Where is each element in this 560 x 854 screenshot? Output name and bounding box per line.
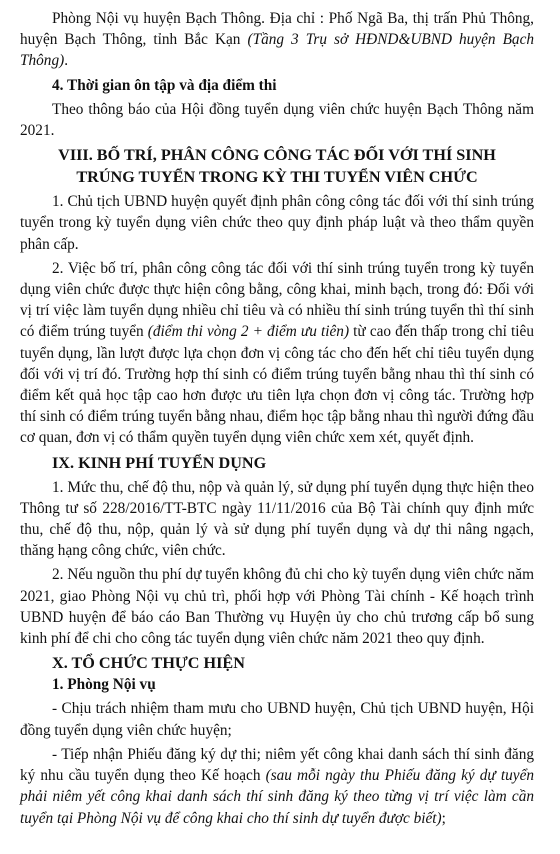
section8-p2-text-a: 2. Việc bố trí, phân công công tác đối với thí sinh trúng tuyển trong kỳ tuyển dụng viên chức được thực hiện công bằng, công khai, minh bạch, trong đó: Đối với vị trí việc làm tuyển dụng nhiều chỉ tiêu và có nhiều thí sinh trúng tuyển thì thí sinh có điểm trúng tuyển — [20, 259, 534, 341]
section10-bullet-1: - Chịu trách nhiệm tham mưu cho UBND huyện, Chủ tịch UBND huyện, Hội đồng tuyển dụng viên chức huyện; — [20, 700, 534, 739]
section8-paragraph-1: 1. Chủ tịch UBND huyện quyết định phân công công tác đối với thí sinh trúng tuyển trong kỳ tuyển dụng viên chức theo quy định pháp luật và theo thẩm quyền phân cấp. — [20, 193, 534, 253]
address-note: (Tầng 3 Trụ sở HĐND&UBND huyện Bạch Thông) — [20, 31, 535, 70]
section8-p2-note: (điểm thi vòng 2 + điểm ưu tiên) — [147, 323, 350, 341]
section8-p2-text-b: từ cao đến thấp trong chỉ tiêu tuyển dụng, lần lượt được lựa chọn đơn vị công tác cho đến hết chỉ tiêu tuyển dụng đối với vị trí đó. Trường hợp thí sinh có điểm trúng tuyển bằng nhau thì thí sinh có điểm kết quả học tập cao hơn được ưu tiên lựa chọn đơn vị công tác. Trường hợp thí sinh có điểm trúng tuyển bằng nhau, điểm học tập bằng nhau thì người đứng đầu cơ quan, đơn vị có thẩm quyền tuyển dụng viên chức xem xét, quyết định. — [20, 323, 534, 447]
section10-b2-note: (sau mỗi ngày thu Phiếu đăng ký dự tuyển phải niêm yết công khai danh sách thí sinh đăng ký theo từng vị trí việc làm cần tuyển tại Phòng Nội vụ để công khai cho thí sinh dự tuyển được biết) — [20, 767, 535, 827]
section4-heading: 4. Thời gian ôn tập và địa điểm thi — [52, 76, 277, 94]
section8-heading-line2: TRÚNG TUYỂN TRONG KỲ THI TUYỂN VIÊN CHỨC — [76, 168, 478, 187]
section10-subheading-1: 1. Phòng Nội vụ — [52, 676, 156, 694]
section10-heading: X. TỔ CHỨC THỰC HIỆN — [52, 654, 245, 673]
section10-bullet-2 — [20, 744, 534, 829]
section4-paragraph: Theo thông báo của Hội đồng tuyển dụng viên chức huyện Bạch Thông năm 2021. — [20, 100, 534, 140]
section9-heading: IX. KINH PHÍ TUYỂN DỤNG — [52, 453, 267, 472]
address-paragraph — [20, 8, 534, 72]
section10-b2-text: - Tiếp nhận Phiếu đăng ký dự thi; niêm yết công khai danh sách thí sinh đăng ký nhu cầu tuyển dụng theo Kế hoạch — [20, 745, 534, 785]
address-text: Phòng Nội vụ huyện Bạch Thông. Địa chỉ : Phố Ngã Ba, thị trấn Phủ Thông, huyện Bạch Thông, tỉnh Bắc Kạn — [20, 10, 534, 49]
section9-paragraph-1: 1. Mức thu, chế độ thu, nộp và quản lý, sử dụng phí tuyển dụng thực hiện theo Thông tư số 228/2016/TT-BTC ngày 11/11/2016 của Bộ Tài chính quy định mức thu, chế độ thu, nộp, quản lý và sử dụng phí tuyển dụng và dự thi nâng ngạch, thăng hạng công chức, viên chức. — [20, 478, 534, 560]
section10-b2-end: ; — [441, 809, 446, 827]
section8-paragraph-2 — [20, 258, 534, 449]
section8-heading-line1: VIII. BỐ TRÍ, PHÂN CÔNG CÔNG TÁC ĐỐI VỚI THÍ SINH — [58, 146, 496, 165]
address-end: . — [64, 52, 69, 70]
section9-paragraph-2: 2. Nếu nguồn thu phí dự tuyển không đủ chi cho kỳ tuyển dụng viên chức năm 2021, giao Phòng Nội vụ chủ trì, phối hợp với Phòng Tài chính - Kế hoạch trình UBND huyện để báo cáo Ban Thường vụ Huyện ủy cho chủ trương cấp bổ sung kinh phí để chi cho công tác tuyển dụng viên chức năm 2021 theo quy định. — [20, 566, 534, 648]
